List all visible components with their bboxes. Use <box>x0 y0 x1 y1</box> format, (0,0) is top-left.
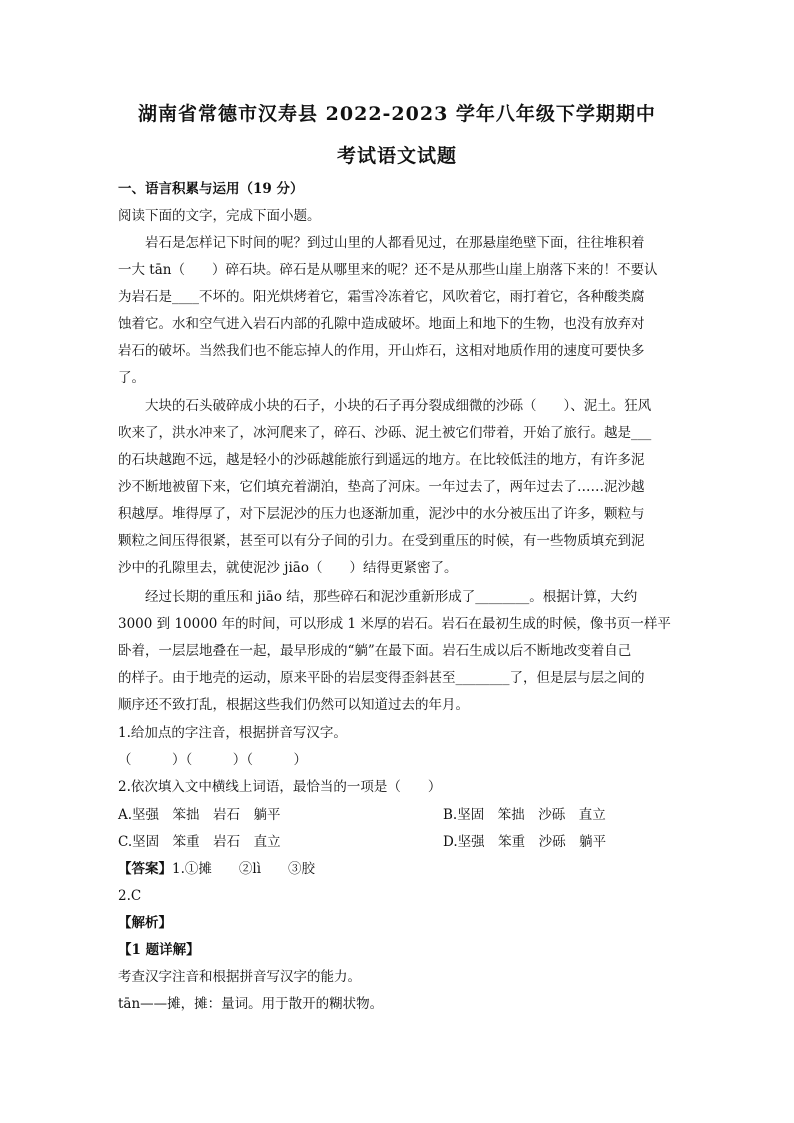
paragraph3-line: 卧着，一层层地叠在一起，最早形成的“躺”在最下面。岩石生成以后不断地改变着自己 <box>118 643 632 659</box>
paragraph3-line: 的样子。由于地壳的运动，原来平卧的岩层变得歪斜甚至________了，但是层与层之间的 <box>118 670 645 686</box>
answer-line <box>118 860 315 878</box>
paragraph3-line: 3000 到 10000 年的时间，可以形成 1 米厚的岩石。岩石在最初生成的时候，像书页一样平 <box>118 616 671 632</box>
paragraph1-line: 一大 tān（ ）碎石块。碎石是从哪里来的呢？还不是从那些山崖上崩落下来的！不要认 <box>118 262 658 278</box>
paragraph1-line: 岩石是怎样记下时间的呢？到过山里的人都看见过，在那悬崖绝壁下面，往往堆积着 <box>118 235 645 251</box>
paragraph1-line: 岩石的破坏。当然我们也不能忘掉人的作用，开山炸石，这相对地质作用的速度可要快多 <box>118 343 645 359</box>
paragraph3-line: 顺序还不致打乱，根据这些我们仍然可以知道过去的年月。 <box>118 697 469 713</box>
option-b: B.坚固 笨拙 沙砾 直立 <box>443 807 606 823</box>
paragraph1-line: 蚀着它。水和空气进入岩石内部的孔隙中造成破坏。地面上和地下的生物，也没有放弃对 <box>118 316 645 332</box>
paragraph2-line: 积越厚。堆得厚了，对下层泥沙的压力也逐渐加重，泥沙中的水分被压出了许多，颗粒与 <box>118 506 645 522</box>
paragraph2-line: 的石块越跑不远，越是轻小的沙砾越能旅行到遥远的地方。在比较低洼的地方，有许多泥 <box>118 452 645 468</box>
option-d: D.坚强 笨重 沙砾 躺平 <box>443 834 607 850</box>
question-1-blanks: （ ）（ ）（ ） <box>118 752 307 768</box>
doc-title-line2: 考试语文试题 <box>336 145 457 167</box>
paragraph2-line: 大块的石头破碎成小块的石子，小块的石子再分裂成细微的沙砾（ ）、泥土。狂风 <box>118 398 652 414</box>
answer-label: 【答案】 <box>118 861 172 877</box>
detail-heading: 【1 题详解】 <box>118 942 200 958</box>
paragraph1-line: 为岩石是____不坏的。阳光烘烤着它，霜雪冷冻着它，风吹着它，雨打着它，各种酸类腐 <box>118 289 645 305</box>
answer-2: 2.C <box>118 888 142 904</box>
section-heading: 一、语言积累与运用（19 分） <box>118 181 304 197</box>
question-2: 2.依次填入文中横线上词语，最恰当的一项是（ ） <box>118 779 442 795</box>
detail-tan: tān——摊，摊：量词。用于散开的糊状物。 <box>118 996 384 1012</box>
doc-title-line1: 湖南省常德市汉寿县 2022-2023 学年八年级下学期期中 <box>138 103 656 125</box>
option-c: C.坚固 笨重 岩石 直立 <box>118 834 281 850</box>
option-a: A.坚强 笨拙 岩石 躺平 <box>118 807 281 823</box>
paragraph2-line: 颗粒之间压得很紧，甚至可以有分子间的引力。在受到重压的时候，有一些物质填充到泥 <box>118 533 645 549</box>
question-1: 1.给加点的字注音，根据拼音写汉字。 <box>118 725 347 741</box>
paragraph1-line: 了。 <box>118 370 145 386</box>
answer-1: 1.①摊 ②lì ③胶 <box>172 861 316 877</box>
instruction-text: 阅读下面的文字，完成下面小题。 <box>118 208 321 224</box>
detail-text: 考查汉字注音和根据拼音写汉字的能力。 <box>118 969 361 985</box>
paragraph3-line: 经过长期的重压和 jiāo 结，那些碎石和泥沙重新形成了________。根据计算，大约 <box>118 589 638 605</box>
paragraph2-line: 沙不断地被留下来，它们填充着湖泊，垫高了河床。一年过去了，两年过去了……泥沙越 <box>118 479 645 495</box>
paragraph2-line: 沙中的孔隙里去，就使泥沙 jiāo（ ）结得更紧密了。 <box>118 560 458 576</box>
paragraph2-line: 吹来了，洪水冲来了，冰河爬来了，碎石、沙砾、泥土被它们带着，开始了旅行。越是___ <box>118 425 652 441</box>
analysis-heading: 【解析】 <box>118 915 172 931</box>
